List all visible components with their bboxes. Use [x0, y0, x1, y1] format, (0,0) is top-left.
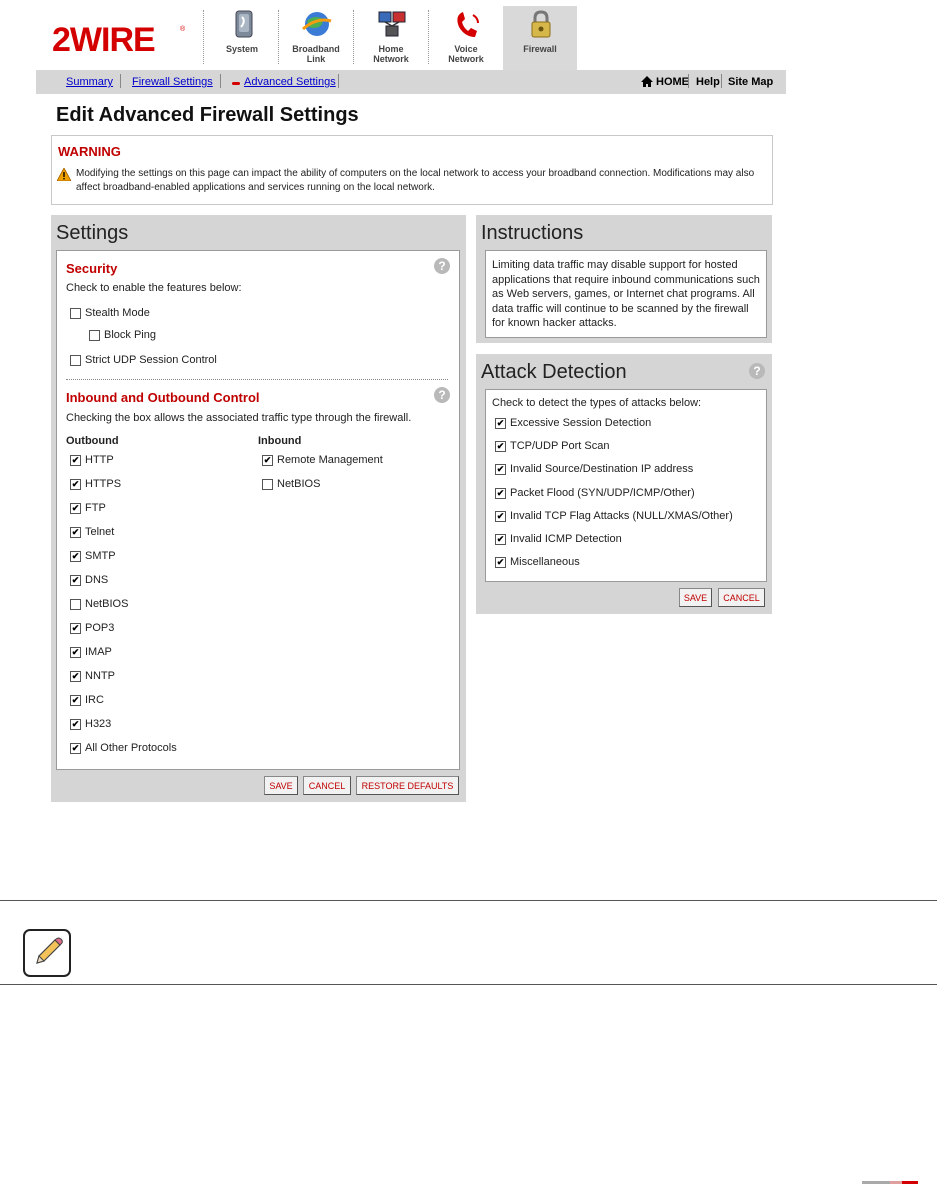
attack-cancel-button[interactable]: CANCEL [718, 588, 765, 607]
divider-line [0, 900, 937, 901]
outbound-heading: Outbound [66, 435, 119, 447]
outbound-all-other-protocols-checkbox[interactable]: ✔ [71, 743, 80, 753]
nav-home[interactable]: HOME [656, 76, 689, 88]
tab-label: Voice Network [448, 44, 484, 64]
outbound-irc-label: IRC [85, 694, 104, 706]
outbound-http-checkbox[interactable]: ✔ [71, 455, 80, 465]
outbound-dns-label: DNS [85, 574, 109, 586]
strict-udp-label: Strict UDP Session Control [85, 354, 217, 366]
tab-label: Firewall [523, 44, 557, 54]
attack-item-checkbox[interactable]: ✔ [496, 487, 505, 498]
control-hint: Checking the box allows the associated traffic type through the firewall. [66, 412, 412, 424]
attack-item-checkbox[interactable]: ✔ [496, 534, 505, 544]
outbound-imap-checkbox[interactable]: ✔ [71, 647, 80, 657]
decorative-bar [862, 1181, 890, 1184]
warning-box [51, 135, 773, 205]
logo-text: 2WIRE [52, 22, 155, 56]
outbound-pop3-checkbox[interactable]: ✔ [71, 623, 80, 633]
control-title: Inbound and Outbound Control [66, 390, 260, 405]
outbound-all-other-protocols-label: All Other Protocols [85, 742, 177, 754]
stealth-mode-checkbox[interactable] [70, 308, 81, 319]
attack-item-checkbox[interactable]: ✔ [496, 510, 505, 521]
restore-defaults-button[interactable]: RESTORE DEFAULTS [356, 776, 459, 795]
help-icon[interactable]: ? [749, 363, 765, 379]
instructions-inner-box [485, 250, 767, 338]
settings-inner-box [56, 250, 460, 770]
attack-item-label: Packet Flood (SYN/UDP/ICMP/Other) [510, 486, 695, 499]
attack-item-label: Invalid Source/Destination IP address [510, 463, 694, 476]
firewall-lock-icon [525, 9, 557, 41]
inbound-netbios-checkbox[interactable] [262, 479, 273, 490]
warning-text: Modifying the settings on this page can impact the ability of computers on the local network to access your broadband connection. Modifications may also affect broadband-enabled applications and services running on the local network. [76, 168, 755, 193]
2wire-logo [52, 22, 188, 56]
decorative-bar [902, 1181, 918, 1184]
attack-item-checkbox[interactable]: ✔ [496, 464, 505, 475]
instructions-text: Limiting data traffic may disable support for hosted applications that require inbound communications such as Web servers, games, or Internet chat programs. All data traffic will continue to be scanned by the firewall for known hacker attacks. [492, 259, 760, 329]
svg-text:®: ® [180, 26, 186, 33]
section-divider [66, 379, 448, 380]
settings-title: Settings [56, 222, 129, 244]
attack-detection-panel [476, 354, 772, 614]
divider-line [0, 984, 937, 985]
active-indicator [232, 82, 240, 85]
attack-item-checkbox[interactable]: ✔ [496, 557, 505, 568]
tab-label: Broadband Link [292, 44, 340, 64]
help-icon[interactable]: ? [434, 258, 450, 274]
instructions-title: Instructions [481, 222, 584, 244]
block-ping-label: Block Ping [104, 329, 156, 341]
tab-system[interactable] [205, 6, 279, 70]
instructions-panel [476, 215, 772, 343]
outbound-dns-checkbox[interactable]: ✔ [71, 575, 80, 585]
outbound-http-label: HTTP [85, 454, 114, 466]
outbound-pop3-label: POP3 [85, 622, 115, 634]
nav-help[interactable]: Help [696, 76, 720, 88]
outbound-https-label: HTTPS [85, 478, 122, 490]
sub-navigation [36, 70, 786, 94]
tab-voice-network[interactable] [429, 6, 503, 70]
system-icon [227, 9, 259, 41]
home-icon [641, 76, 653, 90]
inbound-heading: Inbound [258, 435, 302, 447]
outbound-h323-label: H323 [85, 718, 112, 730]
inbound-netbios-label: NetBIOS [277, 478, 321, 490]
nav-firewall-settings[interactable]: Firewall Settings [132, 76, 213, 88]
outbound-telnet-checkbox[interactable]: ✔ [71, 527, 80, 537]
tab-home-network[interactable] [354, 6, 428, 70]
nav-site-map[interactable]: Site Map [728, 76, 774, 88]
outbound-h323-checkbox[interactable]: ✔ [71, 719, 80, 729]
tab-label: System [225, 44, 259, 54]
outbound-https-checkbox[interactable]: ✔ [71, 479, 80, 489]
outbound-smtp-label: SMTP [85, 550, 116, 562]
inbound-remote-management-checkbox[interactable]: ✔ [263, 455, 272, 465]
attack-item-label: Invalid TCP Flag Attacks (NULL/XMAS/Other) [510, 509, 733, 522]
page-title: Edit Advanced Firewall Settings [56, 104, 359, 126]
attack-item-label: Excessive Session Detection [510, 417, 652, 429]
security-title: Security [66, 261, 118, 276]
nav-advanced-settings[interactable]: Advanced Settings [244, 76, 336, 88]
attack-item-label: Miscellaneous [510, 556, 580, 569]
attack-hint: Check to detect the types of attacks below: [492, 397, 702, 409]
outbound-netbios-checkbox[interactable] [70, 599, 81, 610]
attack-item-label: TCP/UDP Port Scan [510, 440, 610, 453]
outbound-ftp-checkbox[interactable]: ✔ [71, 503, 80, 513]
outbound-imap-label: IMAP [85, 646, 112, 658]
tab-broadband-link[interactable] [279, 6, 353, 70]
outbound-nntp-label: NNTP [85, 670, 115, 682]
outbound-nntp-checkbox[interactable]: ✔ [71, 671, 80, 681]
voice-phone-icon [451, 9, 483, 41]
strict-udp-checkbox[interactable] [70, 355, 81, 366]
settings-panel [51, 215, 466, 802]
stealth-mode-label: Stealth Mode [85, 307, 150, 319]
attack-item-label: Invalid ICMP Detection [510, 533, 622, 545]
settings-cancel-button[interactable]: CANCEL [303, 776, 351, 795]
block-ping-checkbox[interactable] [89, 330, 100, 341]
warning-icon [57, 168, 71, 181]
broadband-globe-icon [301, 9, 333, 41]
outbound-smtp-checkbox[interactable]: ✔ [71, 551, 80, 561]
home-network-icon [376, 9, 408, 41]
outbound-telnet-label: Telnet [85, 526, 115, 538]
outbound-irc-checkbox[interactable]: ✔ [71, 695, 80, 705]
inbound-remote-management-label: Remote Management [277, 454, 383, 466]
attack-item-checkbox[interactable]: ✔ [496, 418, 505, 428]
attack-item-checkbox[interactable]: ✔ [496, 441, 505, 452]
pencil-note-icon [23, 929, 71, 977]
warning-title: WARNING [58, 144, 121, 159]
attack-inner-box [485, 389, 767, 582]
decorative-bar [890, 1181, 902, 1184]
security-hint: Check to enable the features below: [66, 282, 242, 294]
outbound-netbios-label: NetBIOS [85, 598, 129, 610]
help-icon[interactable]: ? [434, 387, 450, 403]
attack-save-button[interactable]: SAVE [679, 588, 712, 607]
nav-summary[interactable]: Summary [66, 76, 114, 88]
outbound-ftp-label: FTP [85, 502, 106, 514]
tab-firewall[interactable] [503, 6, 577, 70]
settings-save-button[interactable]: SAVE [264, 776, 298, 795]
tab-label: Home Network [373, 44, 409, 64]
attack-detection-title: Attack Detection [481, 361, 627, 383]
